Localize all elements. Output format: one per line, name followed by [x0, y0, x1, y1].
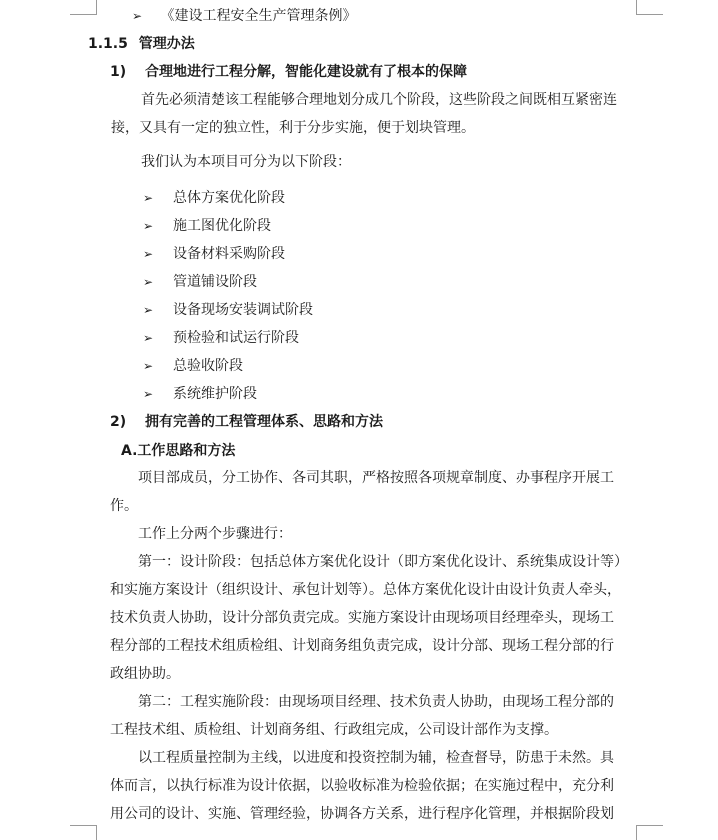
- subsection-1-heading: [110, 62, 467, 82]
- arrow-bullet-icon: ➢: [143, 247, 154, 261]
- paragraph-2: 我们认为本项目可分为以下阶段：: [141, 154, 351, 170]
- arrow-bullet-icon: ➢: [143, 191, 154, 205]
- arrow-bullet-icon: ➢: [143, 275, 154, 289]
- paragraph-3-line-1: 项目部成员，分工协作、各司其职，严格按照各项规章制度、办事程序开展工: [138, 470, 614, 486]
- subsection-1-title: 合理地进行工程分解，智能化建设就有了根本的保障: [145, 64, 468, 80]
- paragraph-7-line-1: 以工程质量控制为主线，以进度和投资控制为辅，检查督导，防患于未然。具: [138, 750, 614, 766]
- subsection-2-heading: [110, 412, 383, 432]
- paragraph-1-line-1: 首先必须清楚该工程能够合理地划分成几个阶段，这些阶段之间既相互紧密连: [141, 92, 617, 108]
- paragraph-7-line-3: 用公司的设计、实施、管理经验，协调各方关系，进行程序化管理，并根据阶段划: [110, 806, 614, 822]
- paragraph-5-line-3: 技术负责人协助，设计分部负责完成。实施方案设计由现场项目经理牵头，现场工: [110, 610, 614, 626]
- section-number: 1.1.5: [88, 36, 128, 52]
- section-heading: [88, 34, 195, 54]
- subsection-a-heading: A.工作思路和方法: [121, 443, 236, 459]
- list-item-text: 总体方案优化阶段: [173, 190, 285, 206]
- arrow-bullet-icon: ➢: [143, 331, 154, 345]
- crop-mark-bottom-right: [636, 825, 663, 840]
- section-title: 管理办法: [138, 36, 195, 52]
- paragraph-1-line-2: 接，又具有一定的独立性，利于分步实施，便于划块管理。: [111, 120, 475, 136]
- arrow-bullet-icon: ➢: [143, 303, 154, 317]
- arrow-bullet-icon: ➢: [143, 219, 154, 233]
- list-item-text: 设备材料采购阶段: [173, 246, 285, 262]
- arrow-bullet-icon: ➢: [143, 359, 154, 373]
- paragraph-5-line-5: 政组协助。: [110, 666, 180, 682]
- crop-mark-bottom-left: [70, 825, 97, 840]
- paragraph-6-line-1: 第二：工程实施阶段：由现场项目经理、技术负责人协助，由现场工程分部的: [138, 694, 614, 710]
- paragraph-4: 工作上分两个步骤进行：: [138, 526, 292, 542]
- crop-mark-top-right: [636, 0, 663, 15]
- paragraph-5-line-2: 和实施方案设计（组织设计、承包计划等）。总体方案优化设计由设计负责人牵头，: [110, 582, 621, 598]
- subsection-1-number: 1): [110, 64, 127, 80]
- subsection-2-number: 2): [110, 414, 127, 430]
- arrow-bullet-icon: ➢: [143, 387, 154, 401]
- paragraph-6-line-2: 工程技术组、质检组、计划商务组、行政组完成，公司设计部作为支撑。: [110, 722, 558, 738]
- arrow-bullet-icon: ➢: [132, 9, 143, 23]
- paragraph-7-line-2: 体而言，以执行标准为设计依据，以验收标准为检验依据；在实施过程中，充分利: [110, 778, 614, 794]
- list-item-text: 施工图优化阶段: [173, 218, 271, 234]
- paragraph-3-line-2: 作。: [110, 498, 138, 514]
- list-item-text: 总验收阶段: [173, 358, 243, 374]
- list-item-text: 管道铺设阶段: [173, 274, 257, 290]
- crop-mark-top-left: [70, 0, 97, 15]
- paragraph-5-line-4: 程分部的工程技术组质检组、计划商务组负责完成，设计分部、现场工程分部的行: [110, 638, 614, 654]
- list-item-text: 预检验和试运行阶段: [173, 330, 299, 346]
- paragraph-5-line-1: 第一：设计阶段：包括总体方案优化设计（即方案优化设计、系统集成设计等）: [138, 554, 628, 570]
- regulation-reference-text: 《建设工程安全生产管理条例》: [160, 8, 357, 24]
- subsection-2-title: 拥有完善的工程管理体系、思路和方法: [145, 414, 384, 430]
- regulation-reference: [132, 6, 357, 26]
- list-item-text: 设备现场安装调试阶段: [173, 302, 313, 318]
- list-item-text: 系统维护阶段: [173, 386, 257, 402]
